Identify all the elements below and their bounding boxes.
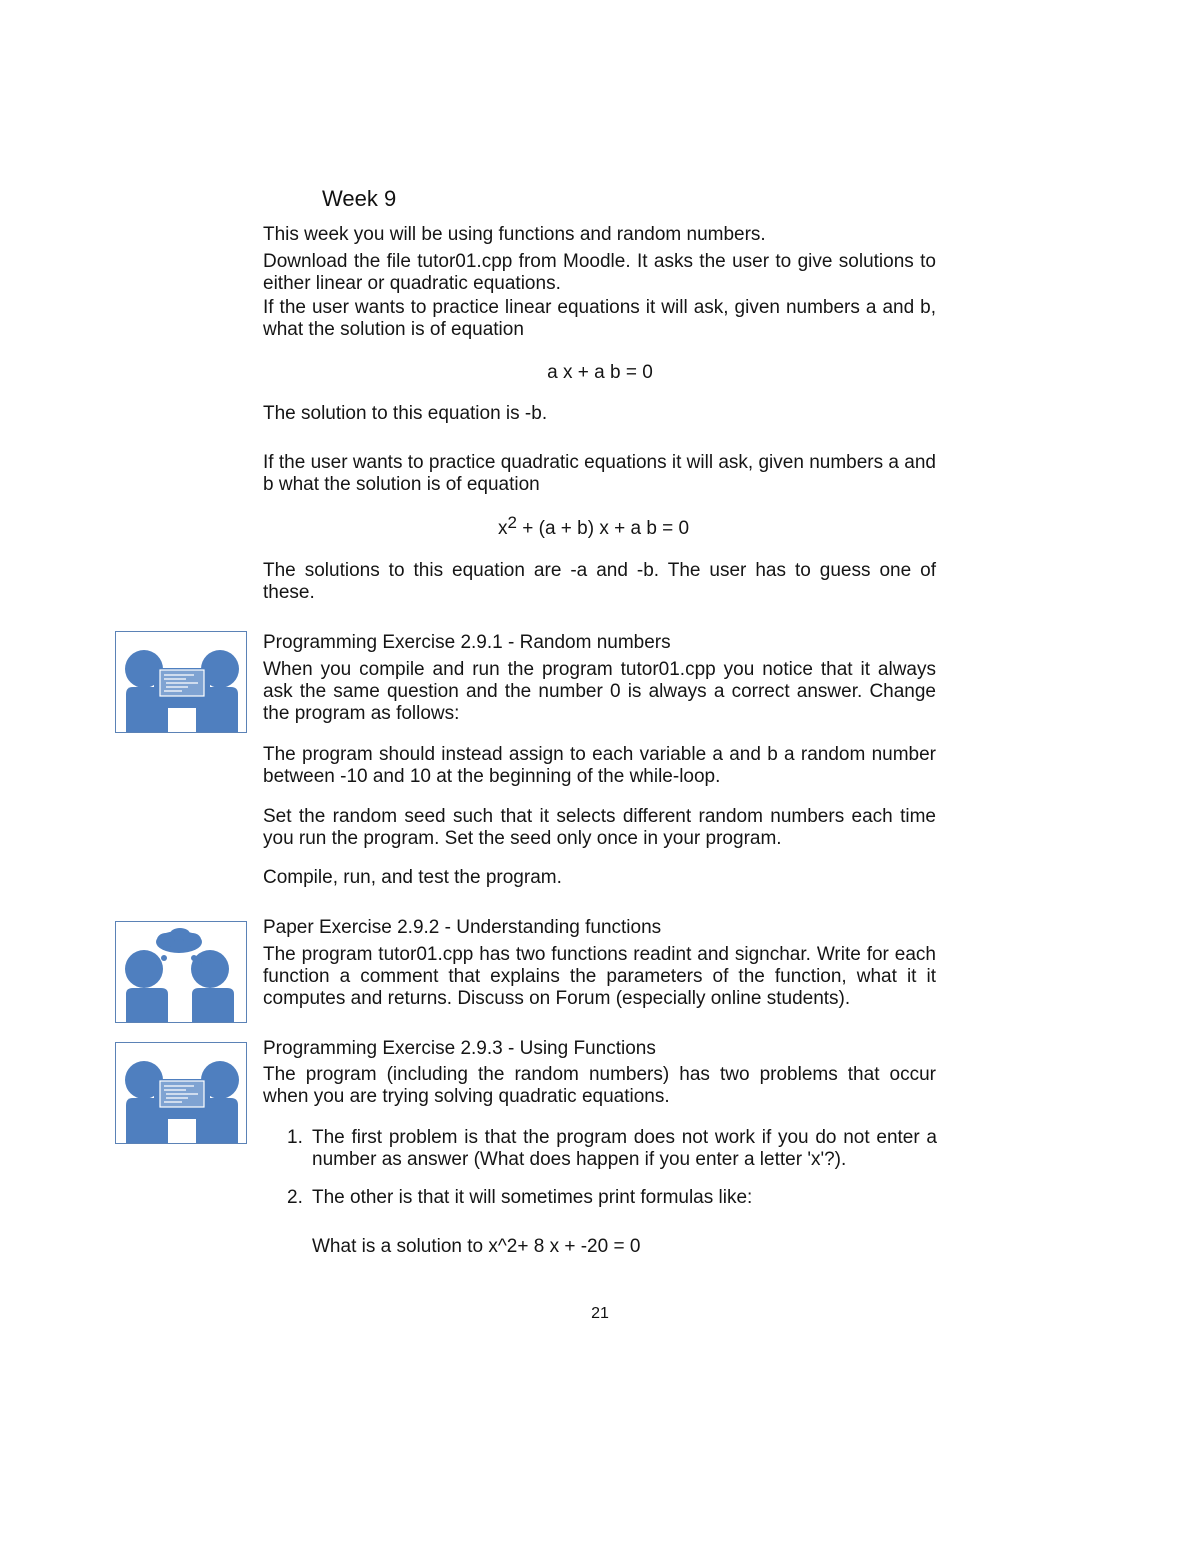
intro-text: This week you will be using functions and random numbers.	[263, 224, 766, 245]
list-item-number: 1.	[287, 1127, 303, 1148]
exercise-1-paragraph-3: Set the random seed such that it selects different random numbers each time you run the program. Set the seed only once in your program.	[263, 806, 936, 849]
list-item: The other is that it will sometimes print formulas like:	[312, 1187, 753, 1208]
exercise-2-title: Paper Exercise 2.9.2 - Understanding functions	[263, 917, 662, 938]
linear-solution: The solution to this equation is -b.	[263, 403, 548, 424]
list-item: The first problem is that the program does not work if you do not enter a number as answer (What does happen if you enter a letter 'x'?).	[312, 1127, 937, 1170]
equation-variable: x	[498, 518, 508, 539]
linear-equation: a x + a b = 0	[547, 362, 653, 383]
exercise-1-paragraph-1: When you compile and run the program tutor01.cpp you notice that it always ask the same question and the number 0 is always a correct answer. Change the program as follows:	[263, 659, 936, 724]
exercise-1-paragraph-4: Compile, run, and test the program.	[263, 867, 562, 888]
download-paragraph: Download the file tutor01.cpp from Moodle. It asks the user to give solutions to either linear or quadratic equations.	[263, 251, 936, 294]
quadratic-paragraph: If the user wants to practice quadratic equations it will ask, given numbers a and b what the solution is of equation	[263, 452, 936, 495]
page-number: 21	[591, 1305, 609, 1322]
exercise-3-paragraph-1: The program (including the random numbers) has two problems that occur when you are trying solving quadratic equations.	[263, 1064, 936, 1107]
exercise-2-paragraph-1: The program tutor01.cpp has two functions readint and signchar. Write for each function a comment that explains the parameters of the function, what it it computes and returns. Discuss on Forum (especially online students).	[263, 944, 936, 1009]
quadratic-equation	[498, 513, 758, 540]
discussion-icon	[115, 921, 247, 1023]
equation-exponent: 2	[507, 513, 517, 532]
exercise-1-title: Programming Exercise 2.9.1 - Random numbers	[263, 632, 671, 653]
pair-programming-icon	[115, 1042, 247, 1144]
linear-paragraph: If the user wants to practice linear equations it will ask, given numbers a and b, what the solution is of equation	[263, 297, 936, 340]
quadratic-solution: The solutions to this equation are -a and -b. The user has to guess one of these.	[263, 560, 936, 603]
pair-programming-icon	[115, 631, 247, 733]
exercise-3-title: Programming Exercise 2.9.3 - Using Functions	[263, 1038, 656, 1059]
exercise-1-paragraph-2: The program should instead assign to each variable a and b a random number between -10 and 10 at the beginning of the while-loop.	[263, 744, 936, 787]
list-item-number: 2.	[287, 1187, 303, 1208]
page-title: Week 9	[322, 186, 397, 211]
example-output: What is a solution to x^2+ 8 x + -20 = 0	[312, 1236, 641, 1257]
equation-rest: + (a + b) x + a b = 0	[516, 518, 690, 539]
